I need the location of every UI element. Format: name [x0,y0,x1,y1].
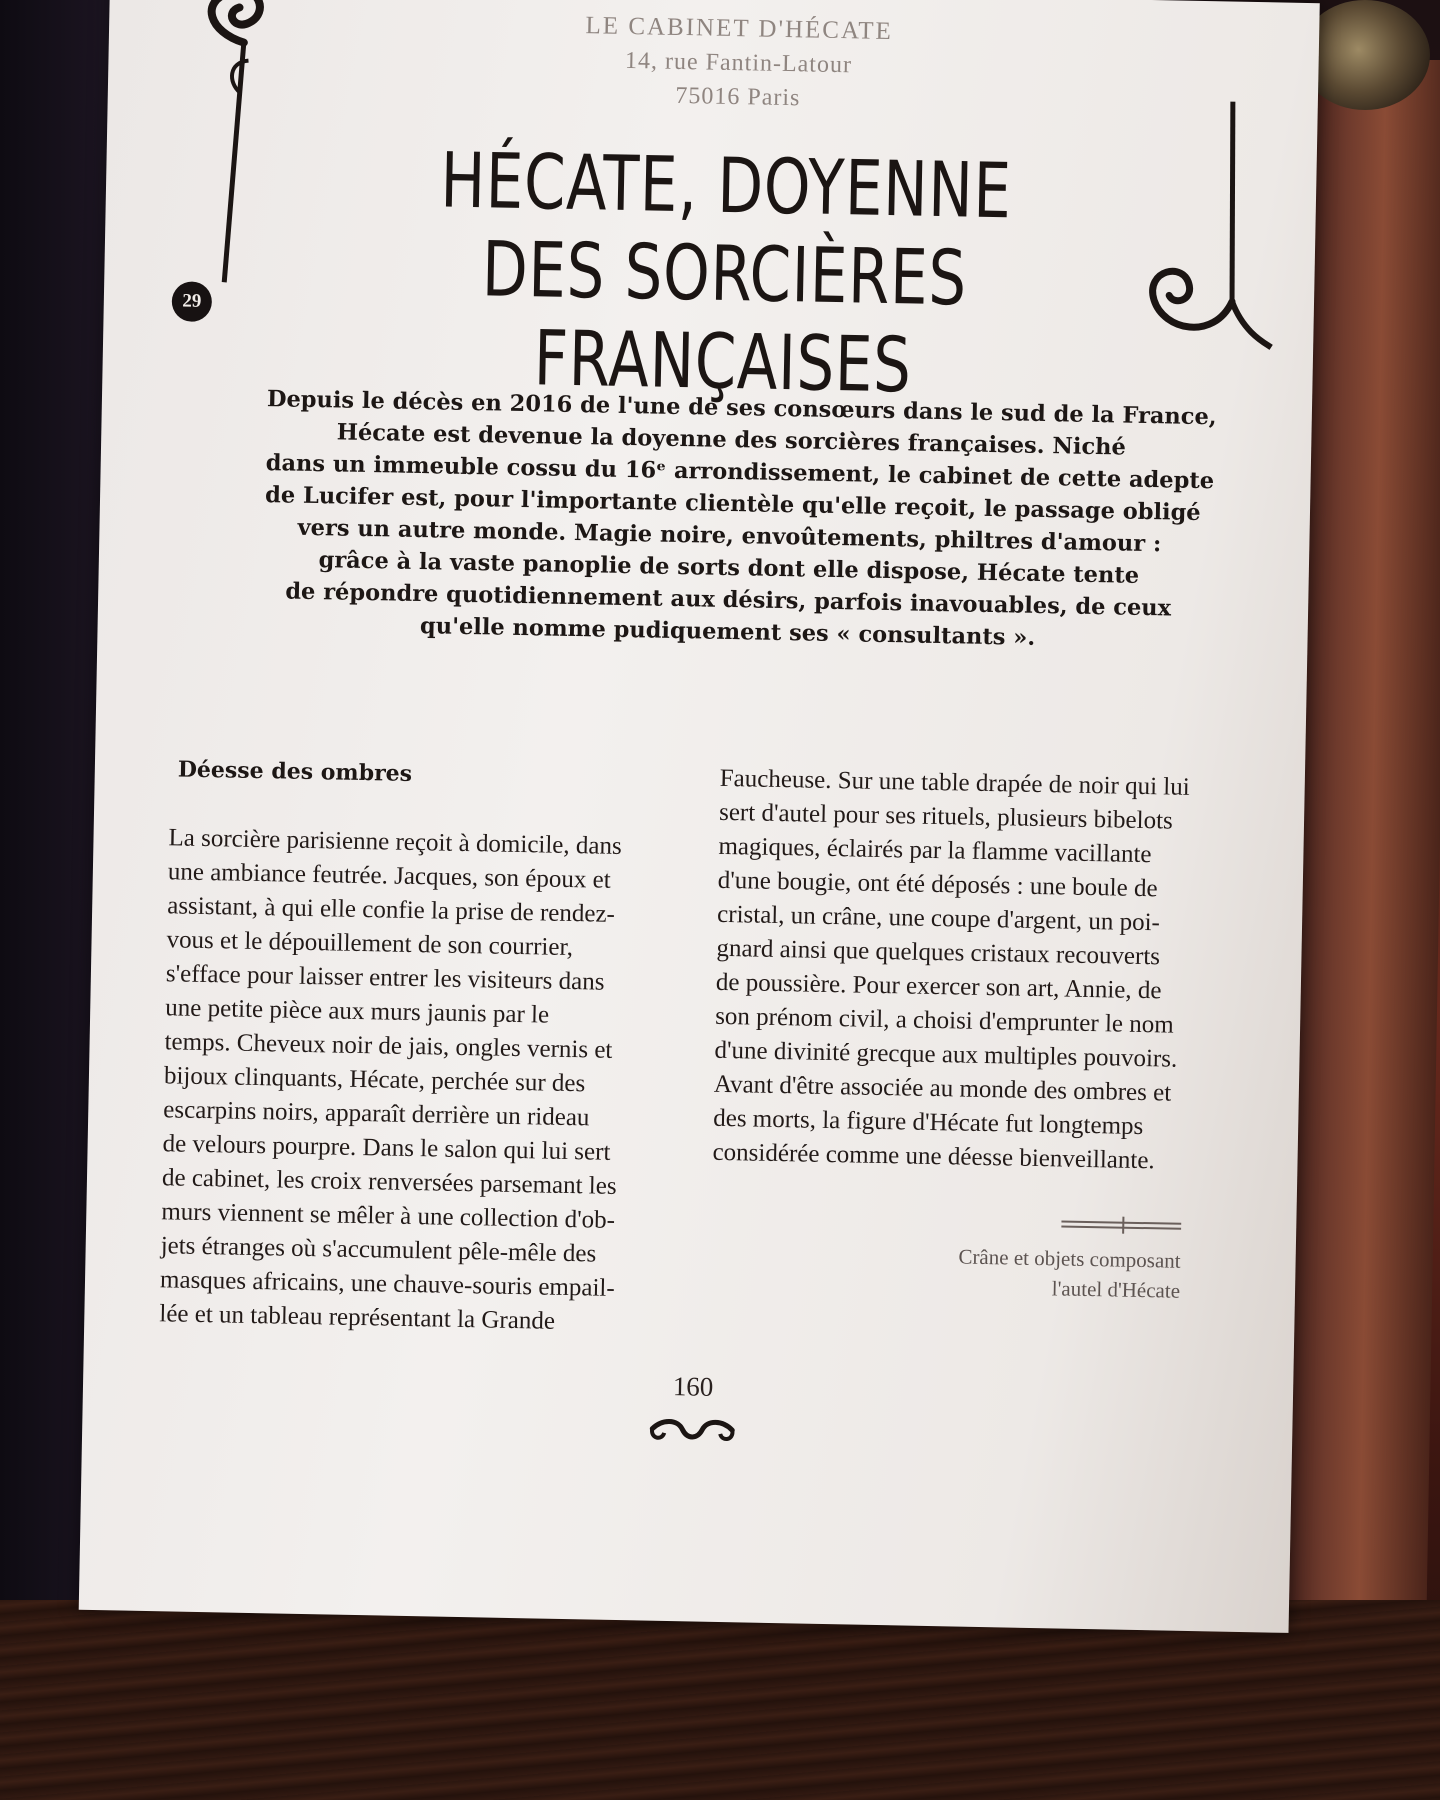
body-line: temps. Cheveux noir de jais, ongles vernis et [164,1028,613,1064]
intro-line: dans un immeuble cossu du 16ᵉ arrondissement, le cabinet de cette adepte [265,450,1215,495]
body-line: La sorcière parisienne reçoit à domicile, dans [168,824,623,860]
page-title [387,135,1063,412]
address-header [538,8,940,118]
intro-line: vers un autre monde. Magie noire, envoûtements, philtres d'amour : [297,514,1162,558]
body-column-right [712,762,1205,1179]
intro-line: de Lucifer est, pour l'importante clientèle qu'elle reçoit, le passage obligé [264,482,1201,527]
body-line: sert d'autel pour ses rituels, plusieurs bibelots [718,798,1174,835]
title-line-2: DES SORCIÈRES FRANÇAISES [481,224,968,410]
body-line: d'une bougie, ont été déposés : une boule de [717,866,1158,903]
body-line: lée et un tableau représentant la Grande [159,1300,556,1335]
art-nouveau-ornament-left-icon [164,0,280,303]
body-line: vous et le dépouillement de son courrier, [166,926,574,962]
body-line: magiques, éclairés par la flamme vacillante [718,832,1152,869]
body-line: de poussière. Pour exercer son art, Annie, de [715,968,1162,1005]
body-line: jets étranges où s'accumulent pêle-mêle des [160,1232,597,1268]
venue-name: LE CABINET D'HÉCATE [585,12,894,46]
body-line: son prénom civil, a choisi d'emprunter le nom [714,1002,1174,1039]
body-line: murs viennent se mêler à une collection d'ob- [161,1198,616,1234]
body-line: une ambiance feutrée. Jacques, son époux et [167,858,611,894]
body-line: gnard ainsi que quelques cristaux recouverts [716,934,1161,971]
intro-line: Hécate est devenue la doyenne des sorcières françaises. Niché [336,419,1127,461]
body-line: de cabinet, les croix renversées parsemant les [161,1164,617,1200]
page-flourish-icon [642,1410,743,1452]
title-line-1: HÉCATE, DOYENNE [439,135,1013,236]
body-line: Faucheuse. Sur une table drapée de noir qui lui [719,764,1190,801]
section-subheading: Déesse des ombres [177,756,413,787]
body-line: de velours pourpre. Dans le salon qui lui sert [162,1130,611,1166]
caption-line: Crâne et objets composant [958,1244,1181,1273]
book-page [79,0,1320,1633]
body-line: masques africains, une chauve-souris empail- [159,1266,615,1302]
body-column-left [159,821,639,1340]
body-line: Avant d'être associée au monde des ombres et [713,1070,1172,1107]
intro-line: qu'elle nomme pudiquement ses « consultants ». [419,613,1036,651]
photo-caption [945,1241,1181,1306]
chapter-number-badge: 29 [171,281,212,322]
intro-paragraph [262,383,1217,657]
body-line: cristal, un crâne, une coupe d'argent, un poi- [716,900,1161,937]
body-line: s'efface pour laisser entrer les visiteurs dans [165,960,605,996]
body-line: escarpins noirs, apparaît derrière un rideau [163,1096,590,1132]
caption-divider-icon [1061,1213,1181,1235]
page-number: 160 [672,1371,714,1402]
venue-city: 75016 Paris [675,82,801,112]
body-line: des morts, la figure d'Hécate fut longtemps [712,1104,1144,1141]
intro-line: de répondre quotidiennement aux désirs, parfois inavouables, de ceux [285,578,1172,622]
body-line: une petite pièce aux murs jaunis par le [165,994,550,1029]
intro-line: Depuis le décès en 2016 de l'une de ses consœurs dans le sud de la France, [266,386,1217,431]
body-line: considérée comme une déesse bienveillante. [712,1138,1155,1175]
caption-line: l'autel d'Hécate [1051,1276,1181,1303]
body-line: assistant, à qui elle confie la prise de rendez- [166,892,616,928]
art-nouveau-ornament-right-icon [1143,100,1278,362]
intro-line: grâce à la vaste panoplie de sorts dont elle dispose, Hécate tente [318,547,1140,589]
body-line: bijoux clinquants, Hécate, perchée sur des [163,1062,586,1098]
body-line: d'une divinité grecque aux multiples pouvoirs. [714,1036,1178,1073]
venue-street: 14, rue Fantin-Latour [624,47,853,79]
